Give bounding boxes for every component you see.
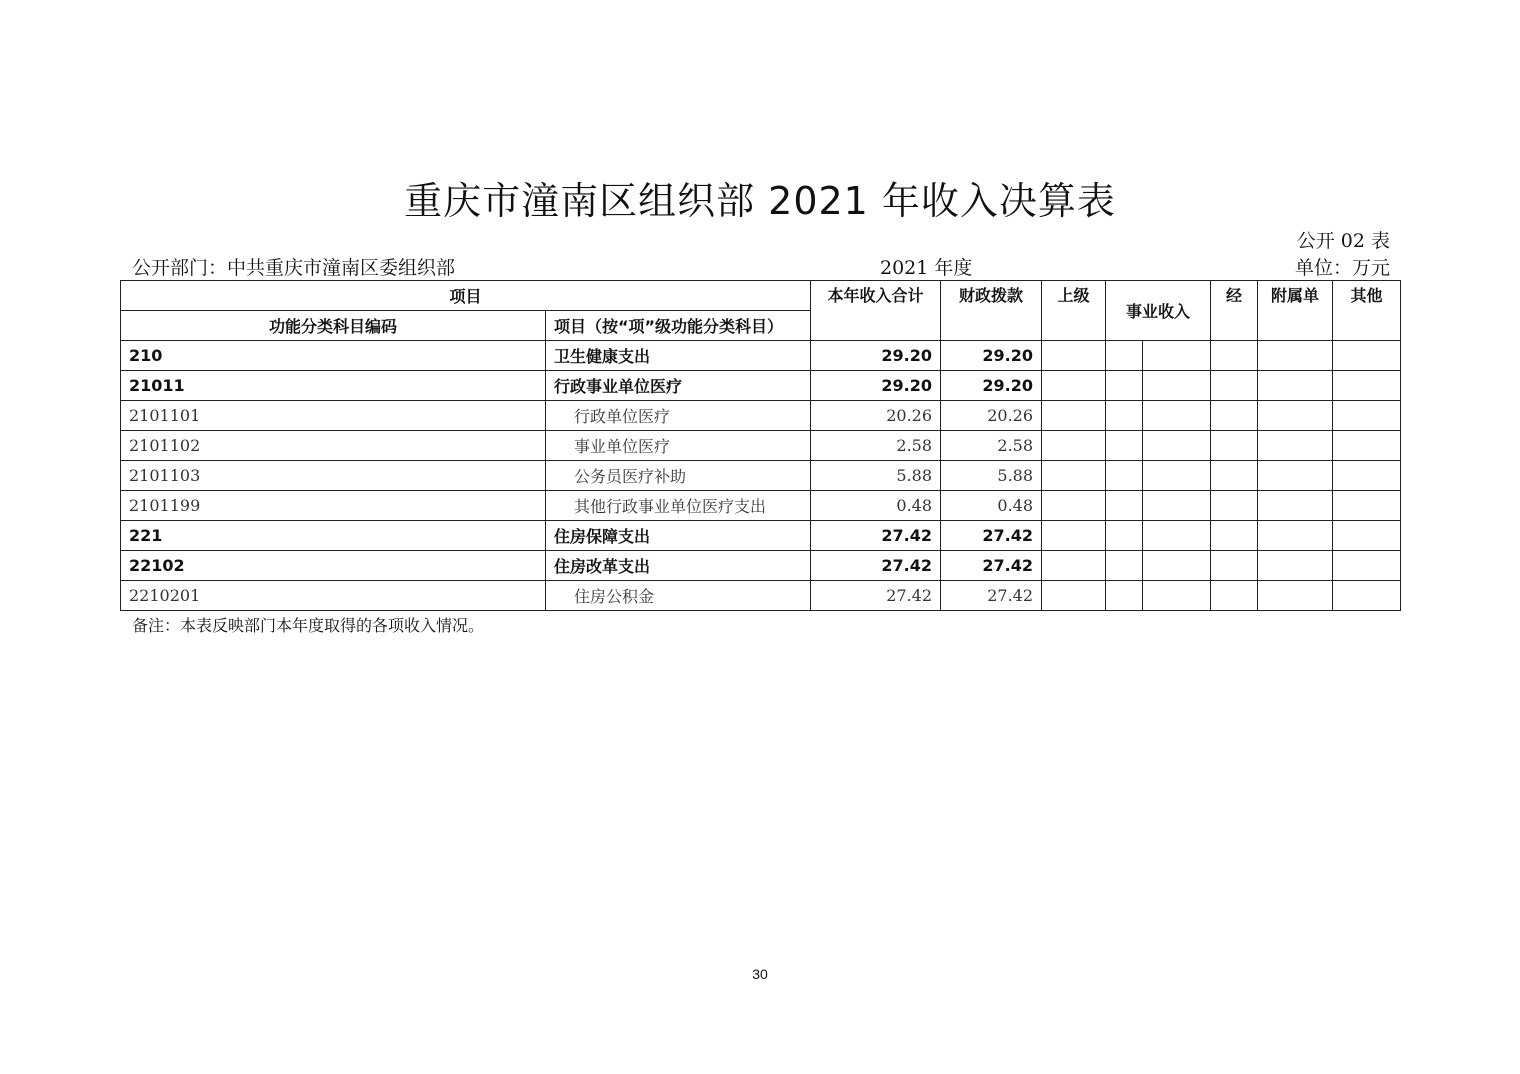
cell-code: 2101199 xyxy=(121,491,546,521)
cell-total: 27.42 xyxy=(811,581,941,611)
cell-finance: 2.58 xyxy=(941,431,1042,461)
cell-superior xyxy=(1042,431,1106,461)
cell-other xyxy=(1333,461,1401,491)
cell-business-a xyxy=(1106,581,1143,611)
cell-affiliated xyxy=(1258,551,1333,581)
table-row xyxy=(121,461,1401,491)
cell-affiliated xyxy=(1258,431,1333,461)
cell-finance: 27.42 xyxy=(941,521,1042,551)
header-business: 事业收入 xyxy=(1106,281,1211,341)
cell-operating xyxy=(1211,491,1258,521)
table-row xyxy=(121,551,1401,581)
cell-superior xyxy=(1042,401,1106,431)
cell-affiliated xyxy=(1258,371,1333,401)
cell-total: 20.26 xyxy=(811,401,941,431)
cell-other xyxy=(1333,431,1401,461)
income-table xyxy=(120,280,1401,611)
table-row xyxy=(121,371,1401,401)
cell-other xyxy=(1333,341,1401,371)
cell-finance: 29.20 xyxy=(941,371,1042,401)
cell-name: 行政事业单位医疗 xyxy=(546,371,811,401)
cell-operating xyxy=(1211,581,1258,611)
cell-finance: 27.42 xyxy=(941,581,1042,611)
cell-name: 住房公积金 xyxy=(546,581,811,611)
cell-superior xyxy=(1042,371,1106,401)
cell-other xyxy=(1333,521,1401,551)
cell-superior xyxy=(1042,491,1106,521)
cell-total: 29.20 xyxy=(811,371,941,401)
cell-name: 事业单位医疗 xyxy=(546,431,811,461)
cell-affiliated xyxy=(1258,491,1333,521)
header-item: 项目 xyxy=(121,281,811,311)
cell-other xyxy=(1333,401,1401,431)
cell-affiliated xyxy=(1258,341,1333,371)
cell-superior xyxy=(1042,521,1106,551)
form-number: 公开 02 表 xyxy=(1296,230,1390,252)
header-finance: 财政拨款 xyxy=(941,281,1042,341)
department-label: 公开部门：中共重庆市潼南区委组织部 xyxy=(132,257,456,279)
table-row xyxy=(121,341,1401,371)
cell-name: 其他行政事业单位医疗支出 xyxy=(546,491,811,521)
table-row xyxy=(121,491,1401,521)
header-superior: 上级 xyxy=(1042,281,1106,341)
cell-business-a xyxy=(1106,341,1143,371)
page-title: 重庆市潼南区组织部 2021 年收入决算表 xyxy=(404,179,1116,223)
table-row xyxy=(121,521,1401,551)
cell-business-a xyxy=(1106,521,1143,551)
cell-finance: 5.88 xyxy=(941,461,1042,491)
cell-business-a xyxy=(1106,401,1143,431)
cell-other xyxy=(1333,371,1401,401)
cell-operating xyxy=(1211,521,1258,551)
fiscal-year: 2021 年度 xyxy=(880,257,973,279)
unit-label: 单位：万元 xyxy=(1294,257,1390,279)
cell-business-b xyxy=(1143,401,1211,431)
header-total: 本年收入合计 xyxy=(811,281,941,341)
cell-name: 住房改革支出 xyxy=(546,551,811,581)
cell-name: 住房保障支出 xyxy=(546,521,811,551)
cell-business-b xyxy=(1143,491,1211,521)
cell-total: 27.42 xyxy=(811,521,941,551)
cell-code: 2101101 xyxy=(121,401,546,431)
cell-business-b xyxy=(1143,521,1211,551)
table-row xyxy=(121,431,1401,461)
cell-business-a xyxy=(1106,551,1143,581)
cell-superior xyxy=(1042,461,1106,491)
cell-code: 2101102 xyxy=(121,431,546,461)
cell-code: 21011 xyxy=(121,371,546,401)
cell-name: 行政单位医疗 xyxy=(546,401,811,431)
cell-business-b xyxy=(1143,461,1211,491)
cell-finance: 27.42 xyxy=(941,551,1042,581)
cell-other xyxy=(1333,581,1401,611)
table-note: 备注：本表反映部门本年度取得的各项收入情况。 xyxy=(132,616,485,635)
header-code: 功能分类科目编码 xyxy=(121,311,546,341)
cell-business-a xyxy=(1106,491,1143,521)
header-operating: 经 xyxy=(1211,281,1258,341)
page-number: 30 xyxy=(752,966,768,982)
cell-operating xyxy=(1211,401,1258,431)
header-other: 其他 xyxy=(1333,281,1401,341)
cell-operating xyxy=(1211,551,1258,581)
cell-total: 27.42 xyxy=(811,551,941,581)
cell-superior xyxy=(1042,551,1106,581)
cell-finance: 20.26 xyxy=(941,401,1042,431)
cell-business-b xyxy=(1143,341,1211,371)
cell-finance: 29.20 xyxy=(941,341,1042,371)
cell-finance: 0.48 xyxy=(941,491,1042,521)
header-item-name: 项目（按“项”级功能分类科目） xyxy=(546,311,811,341)
cell-total: 0.48 xyxy=(811,491,941,521)
cell-other xyxy=(1333,551,1401,581)
cell-operating xyxy=(1211,431,1258,461)
header-affiliated: 附属单 xyxy=(1258,281,1333,341)
cell-affiliated xyxy=(1258,581,1333,611)
cell-total: 5.88 xyxy=(811,461,941,491)
cell-code: 2210201 xyxy=(121,581,546,611)
cell-code: 210 xyxy=(121,341,546,371)
cell-business-b xyxy=(1143,431,1211,461)
cell-affiliated xyxy=(1258,521,1333,551)
cell-total: 2.58 xyxy=(811,431,941,461)
cell-business-a xyxy=(1106,461,1143,491)
cell-business-b xyxy=(1143,581,1211,611)
table-row xyxy=(121,581,1401,611)
cell-business-b xyxy=(1143,371,1211,401)
cell-operating xyxy=(1211,371,1258,401)
cell-superior xyxy=(1042,581,1106,611)
cell-total: 29.20 xyxy=(811,341,941,371)
cell-superior xyxy=(1042,341,1106,371)
cell-business-a xyxy=(1106,431,1143,461)
cell-code: 2101103 xyxy=(121,461,546,491)
cell-name: 公务员医疗补助 xyxy=(546,461,811,491)
cell-business-b xyxy=(1143,551,1211,581)
cell-other xyxy=(1333,491,1401,521)
cell-affiliated xyxy=(1258,461,1333,491)
cell-operating xyxy=(1211,341,1258,371)
cell-affiliated xyxy=(1258,401,1333,431)
cell-code: 22102 xyxy=(121,551,546,581)
cell-name: 卫生健康支出 xyxy=(546,341,811,371)
cell-operating xyxy=(1211,461,1258,491)
cell-business-a xyxy=(1106,371,1143,401)
cell-code: 221 xyxy=(121,521,546,551)
table-row xyxy=(121,401,1401,431)
